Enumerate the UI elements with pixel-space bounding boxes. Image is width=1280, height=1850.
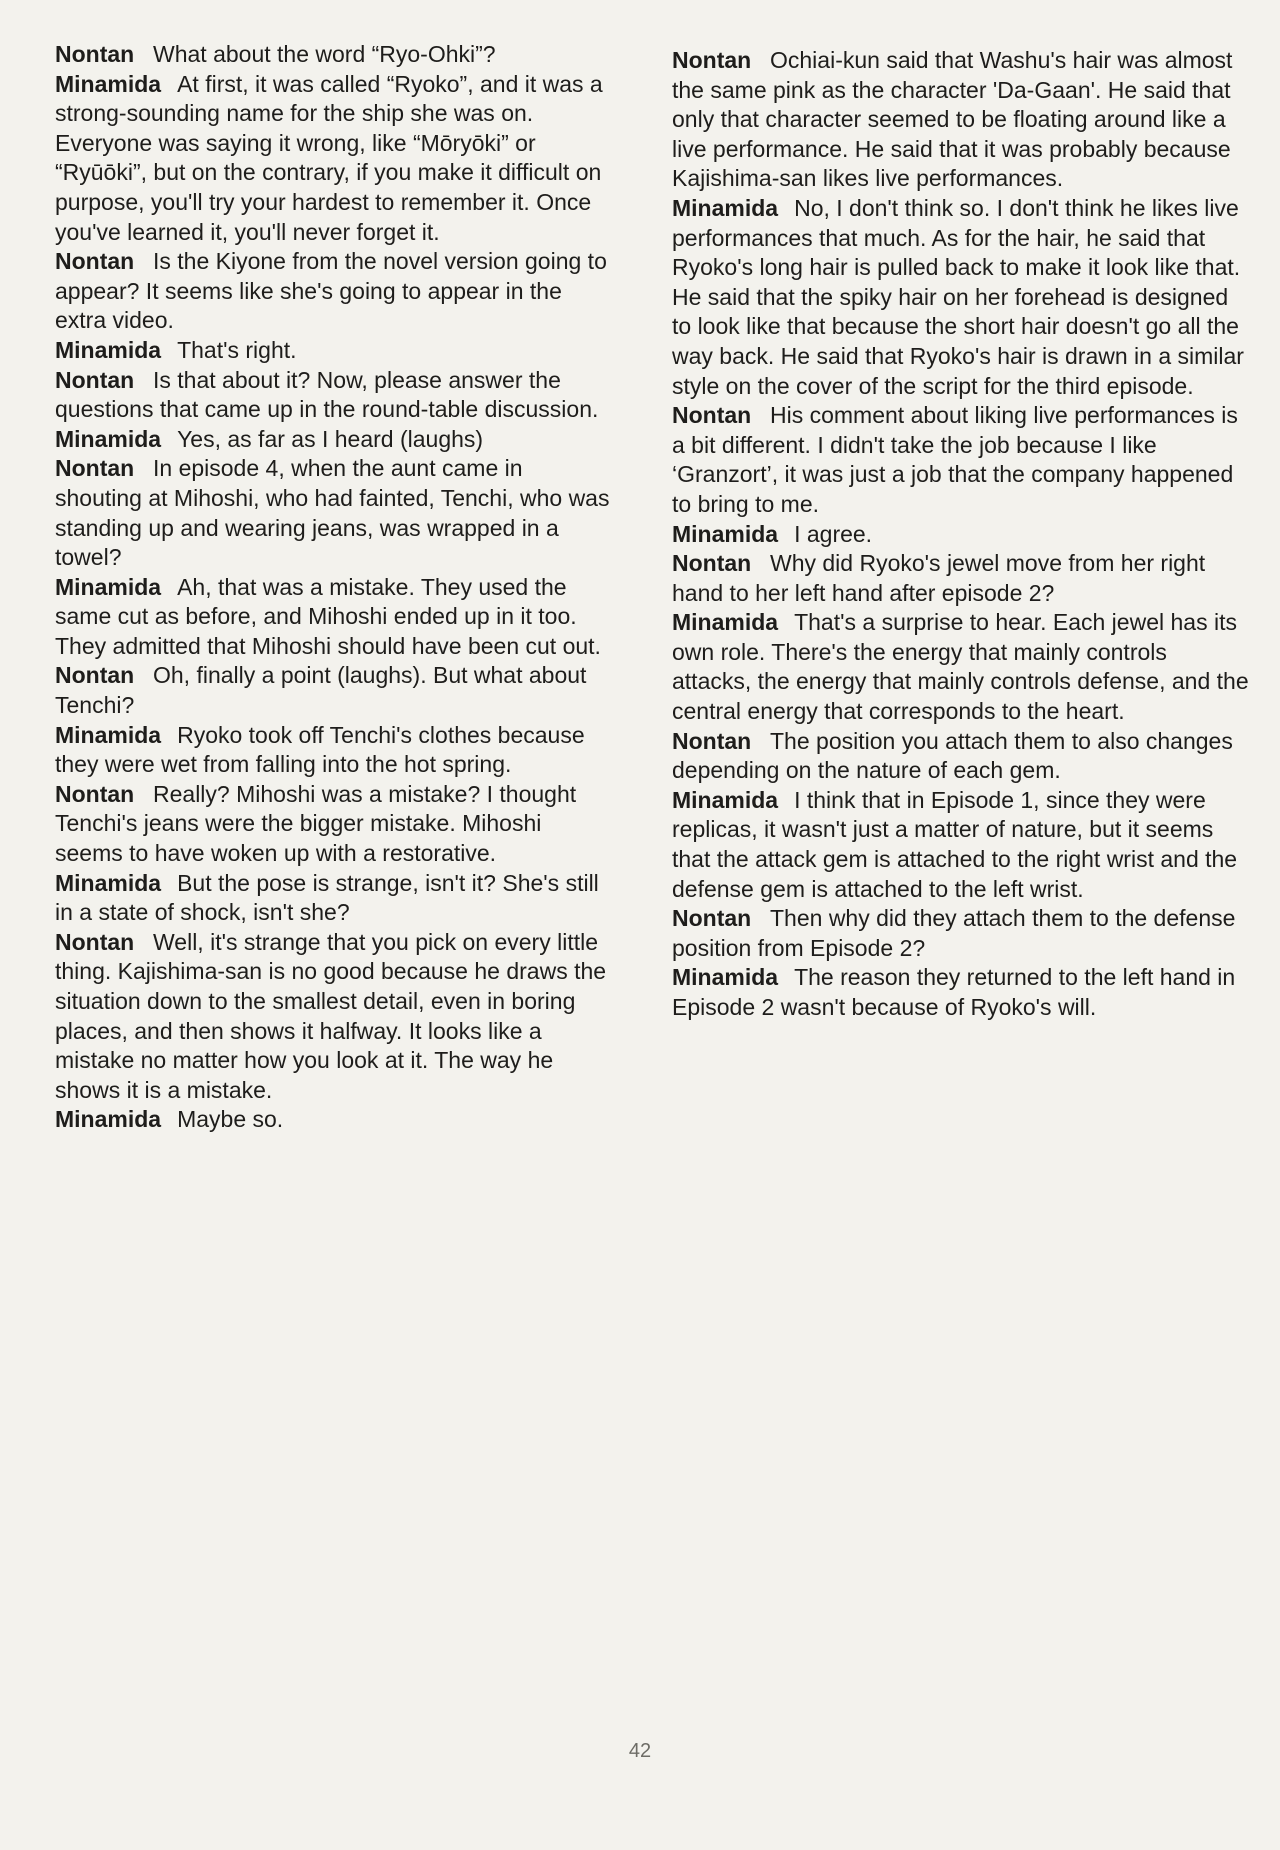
speaker-name: Minamida <box>55 1106 162 1133</box>
dialogue-paragraph <box>55 573 611 662</box>
speaker-name: Minamida <box>55 721 162 748</box>
speech-text: Ryoko took off Tenchi's clothes because they were wet from falling into the hot spring. <box>55 721 585 778</box>
speaker-name: Nontan <box>672 550 752 577</box>
speech-text: What about the word “Ryo-Ohki”? <box>153 41 496 67</box>
speech-text: The position you attach them to also changes depending on the nature of each gem. <box>672 727 1233 784</box>
speech-text: No, I don't think so. I don't think he likes live performances that much. As for the hair, he said that Ryoko's long hair is pulled back to make it look like that. He said that the spiky hair on her forehead is designed to look like that because the short hair doesn't go all the way back. He said that Ryoko's hair is drawn in a similar style on the cover of the script for the third episode. <box>672 194 1244 399</box>
speaker-name: Minamida <box>672 194 779 221</box>
speaker-name: Minamida <box>672 520 779 547</box>
speech-text: In episode 4, when the aunt came in shouting at Mihoshi, who had fainted, Tenchi, who was standing up and wearing jeans, was wrapped in a towel? <box>55 455 610 571</box>
dialogue-paragraph <box>55 425 611 455</box>
speaker-name: Nontan <box>55 41 135 67</box>
page-number: 42 <box>628 1740 652 1762</box>
speaker-name: Nontan <box>55 662 135 689</box>
dialogue-paragraph <box>672 904 1252 963</box>
dialogue-paragraph <box>55 869 611 928</box>
speaker-name: Minamida <box>672 609 779 636</box>
dialogue-paragraph <box>55 661 611 720</box>
speech-text: Well, it's strange that you pick on every little thing. Kajishima-san is no good because he draws the situation down to the smallest detail, even in boring places, and then shows it halfway. It looks like a mistake no matter how you look at it. The way he shows it is a mistake. <box>55 928 607 1103</box>
speech-text: Oh, finally a point (laughs). But what about Tenchi? <box>55 662 587 719</box>
dialogue-paragraph <box>55 454 611 572</box>
dialogue-paragraph <box>55 780 611 869</box>
dialogue-paragraph <box>672 520 1252 550</box>
speaker-name: Nontan <box>55 780 135 807</box>
speech-text: Why did Ryoko's jewel move from her right hand to her left hand after episode 2? <box>672 550 1206 606</box>
speaker-name: Nontan <box>55 248 135 275</box>
speaker-name: Nontan <box>672 47 752 73</box>
speech-text: I agree. <box>794 520 873 547</box>
speaker-name: Nontan <box>672 905 752 932</box>
dialogue-paragraph <box>55 1105 611 1135</box>
speech-text: Then why did they attach them to the defense position from Episode 2? <box>672 905 1236 961</box>
dialogue-paragraph <box>55 366 611 425</box>
speech-text: Ochiai-kun said that Washu's hair was almost the same pink as the character 'Da-Gaan'. He said that only that character seemed to be floating around like a live performance. He said that it was probably because Kajishima-san likes live performances. <box>672 47 1233 192</box>
dialogue-paragraph <box>672 549 1252 608</box>
speaker-name: Minamida <box>55 70 162 97</box>
speaker-name: Minamida <box>55 336 162 363</box>
right-text-column <box>672 46 1252 1023</box>
speech-text: That's right. <box>177 336 297 363</box>
dialogue-paragraph <box>55 247 611 336</box>
dialogue-paragraph <box>55 40 611 70</box>
dialogue-paragraph <box>55 928 611 1106</box>
speech-text: But the pose is strange, isn't it? She's still in a state of shock, isn't she? <box>55 869 599 926</box>
speech-text: At first, it was called “Ryoko”, and it was a strong-sounding name for the ship she was on. Everyone was saying it wrong, like “Mōryōki” or “Ryūōki”, but on the contrary, if you make it difficult on purpose, you'll try your hardest to remember it. Once you've learned it, you'll never forget it. <box>55 70 603 245</box>
speech-text: Really? Mihoshi was a mistake? I thought Tenchi's jeans were the bigger mistake. Mihoshi seems to have woken up with a restorative. <box>55 780 577 867</box>
dialogue-paragraph <box>672 401 1252 519</box>
speech-text: That's a surprise to hear. Each jewel has its own role. There's the energy that mainly controls attacks, the energy that mainly controls defense, and the central energy that corresponds to the heart. <box>672 609 1249 725</box>
dialogue-paragraph <box>672 963 1252 1022</box>
dialogue-paragraph <box>672 46 1252 194</box>
dialogue-paragraph <box>55 70 611 248</box>
speaker-name: Minamida <box>55 573 162 600</box>
speaker-name: Minamida <box>672 964 779 991</box>
speaker-name: Minamida <box>672 786 779 813</box>
dialogue-paragraph <box>672 727 1252 786</box>
speech-text: Is the Kiyone from the novel version going to appear? It seems like she's going to appear in the extra video. <box>55 248 607 334</box>
dialogue-paragraph <box>672 194 1252 401</box>
speech-text: Is that about it? Now, please answer the questions that came up in the round-table discussion. <box>55 366 599 423</box>
speaker-name: Nontan <box>672 402 752 429</box>
dialogue-paragraph <box>672 608 1252 726</box>
speaker-name: Nontan <box>55 366 135 393</box>
speaker-name: Nontan <box>55 455 135 482</box>
dialogue-paragraph <box>672 786 1252 904</box>
speaker-name: Nontan <box>672 727 752 754</box>
speaker-name: Nontan <box>55 928 135 955</box>
dialogue-paragraph <box>55 336 611 366</box>
left-text-column <box>55 40 611 1135</box>
speaker-name: Minamida <box>55 869 162 896</box>
speech-text: His comment about liking live performances is a bit different. I didn't take the job because I like ‘Granzort’, it was just a job that the company happened to bring to me. <box>672 402 1238 517</box>
speech-text: I think that in Episode 1, since they were replicas, it wasn't just a matter of nature, but it seems that the attack gem is attached to the right wrist and the defense gem is attached to the left wrist. <box>672 786 1238 902</box>
speech-text: Ah, that was a mistake. They used the same cut as before, and Mihoshi ended up in it too. They admitted that Mihoshi should have been cut out. <box>55 573 601 659</box>
speaker-name: Minamida <box>55 425 162 452</box>
dialogue-paragraph <box>55 721 611 780</box>
speech-text: The reason they returned to the left hand in Episode 2 wasn't because of Ryoko's will. <box>672 964 1236 1020</box>
speech-text: Yes, as far as I heard (laughs) <box>177 425 484 452</box>
speech-text: Maybe so. <box>177 1106 284 1133</box>
